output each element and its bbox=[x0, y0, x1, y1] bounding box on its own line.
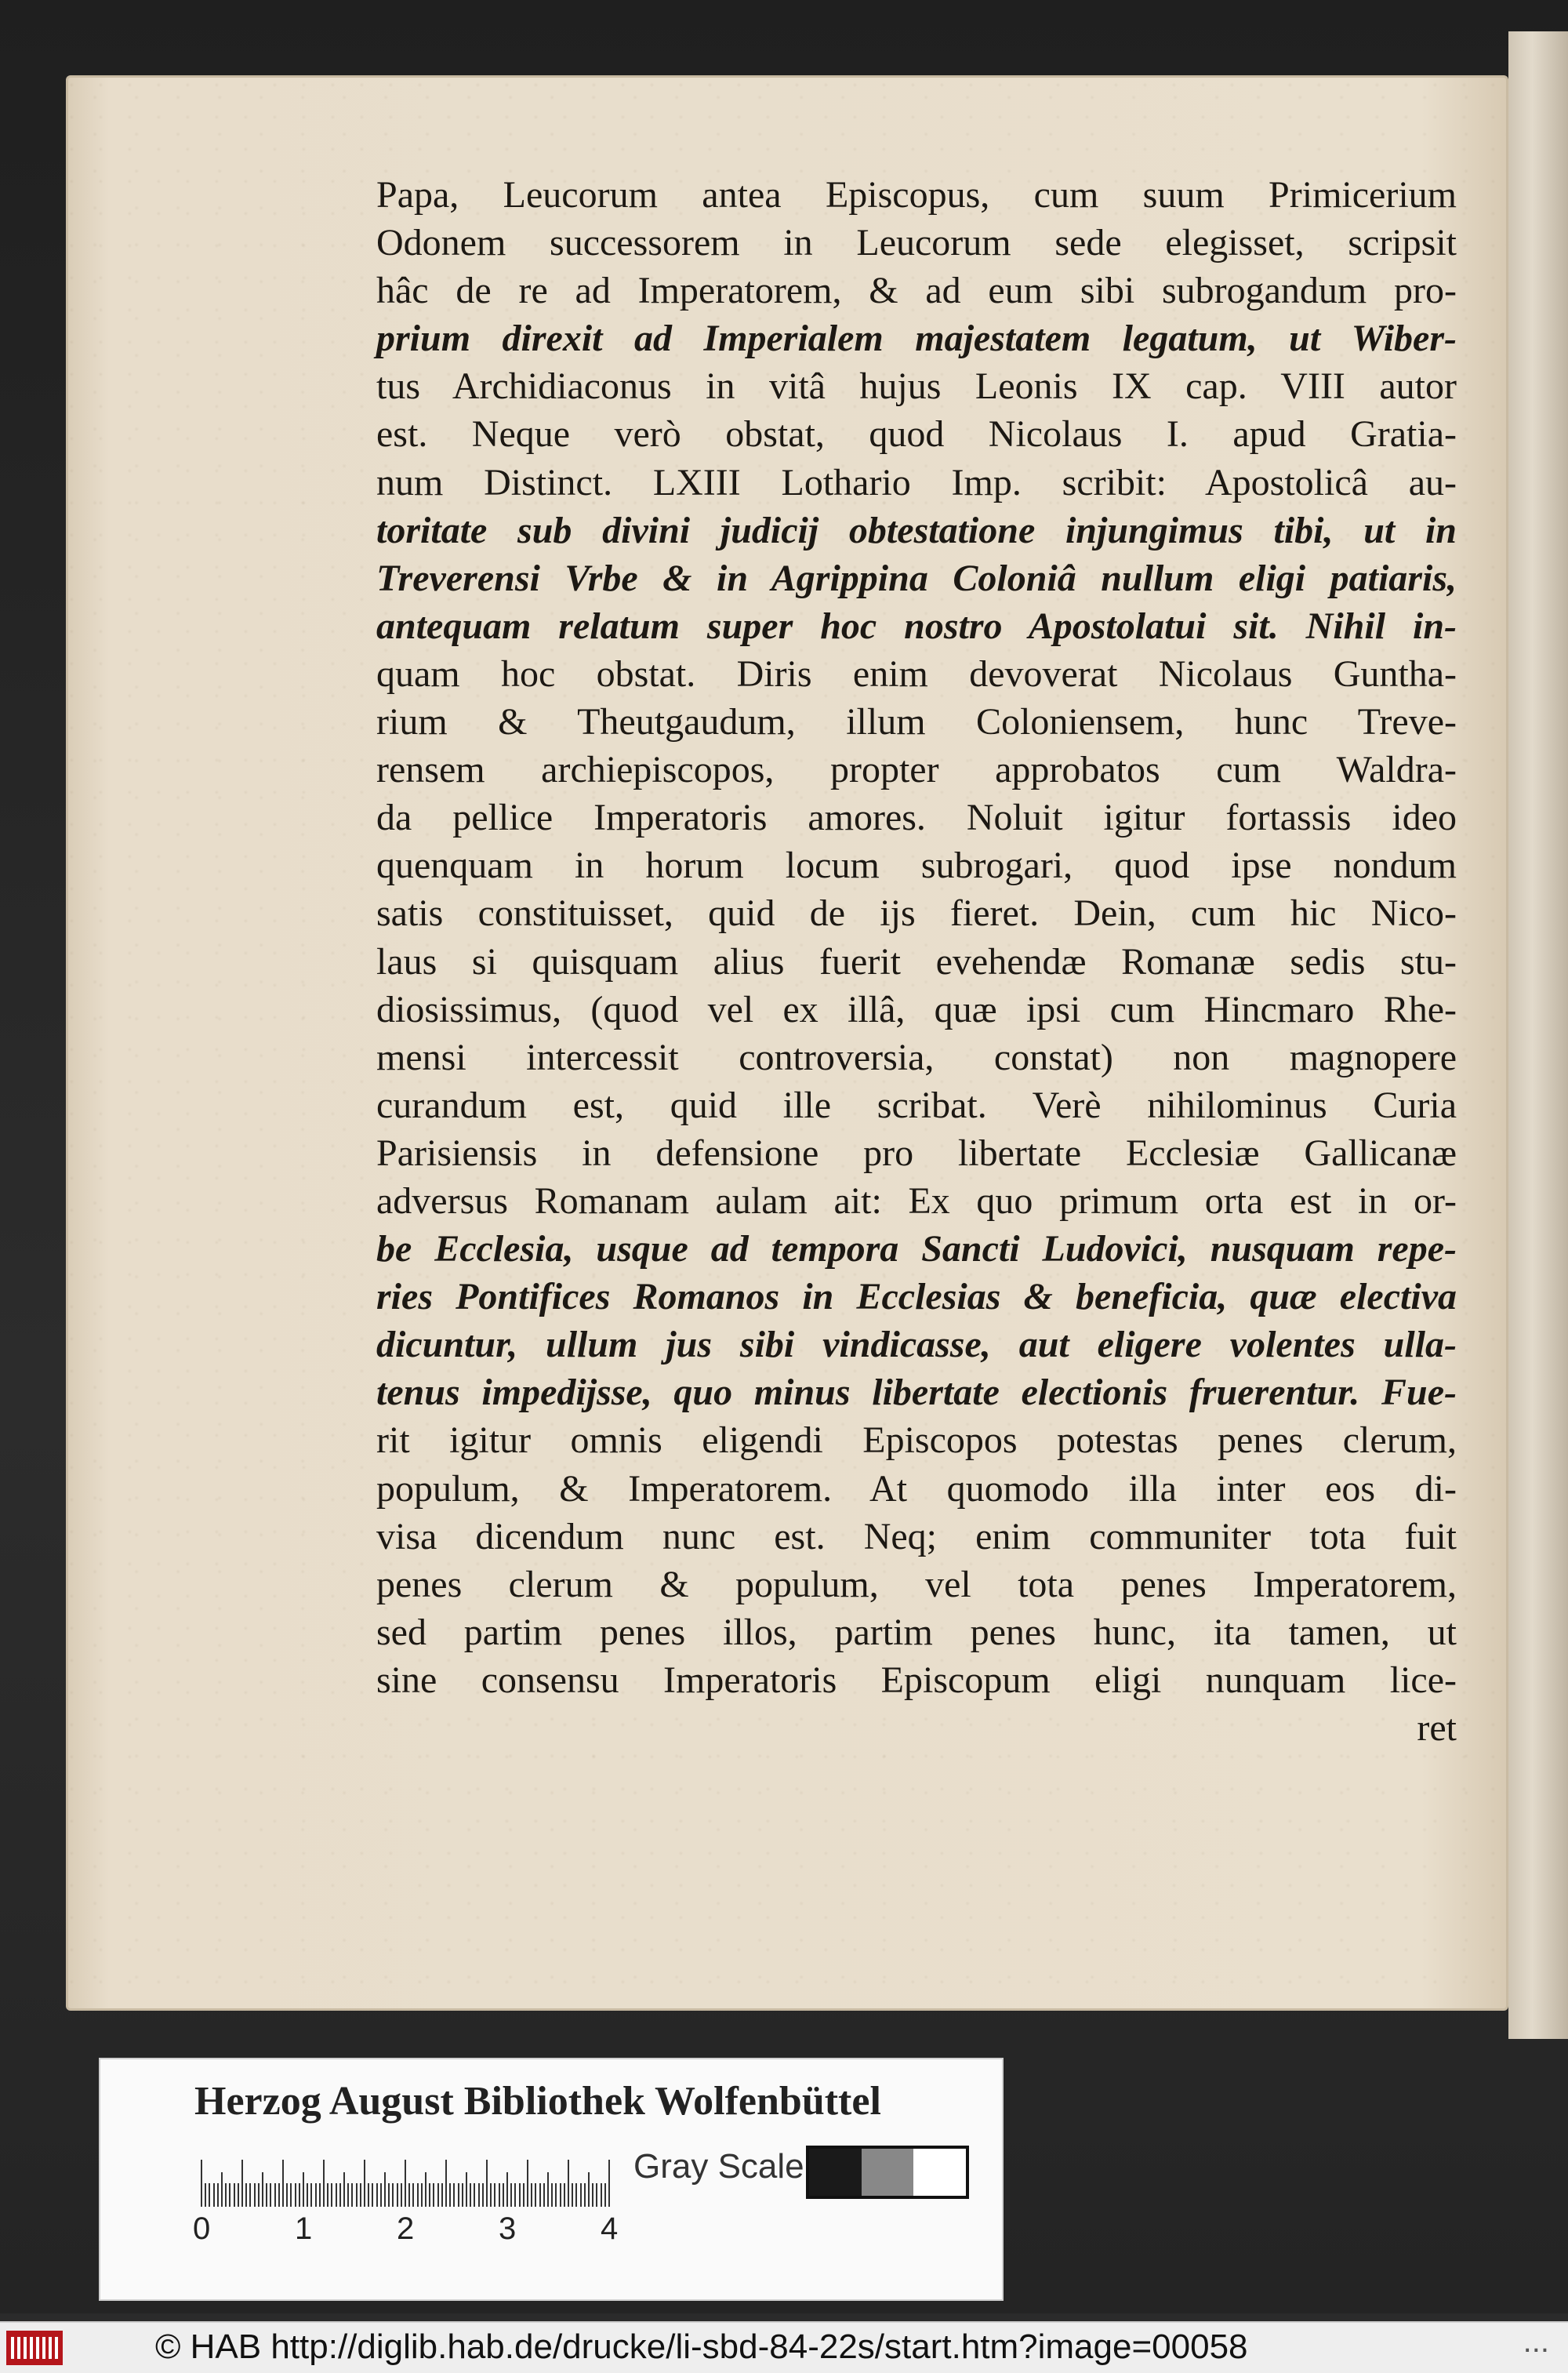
ruler-tick bbox=[388, 2183, 390, 2207]
ruler-tick bbox=[592, 2183, 593, 2207]
ruler-tick bbox=[380, 2183, 382, 2207]
ruler-tick bbox=[494, 2183, 495, 2207]
text-line: toritate sub divini judicij obtestatione injungimus tibi, ut in bbox=[376, 509, 1457, 551]
ruler-tick bbox=[412, 2183, 414, 2207]
text-line: antequam relatum super hoc nostro Apostolatui sit. Nihil in- bbox=[376, 605, 1457, 647]
ruler-tick bbox=[315, 2183, 317, 2207]
ruler-tick bbox=[209, 2183, 210, 2207]
ruler-tick bbox=[221, 2172, 223, 2207]
ruler-tick bbox=[445, 2160, 447, 2207]
text-line: be Ecclesia, usque ad tempora Sancti Ludovici, nusquam repe- bbox=[376, 1228, 1457, 1270]
ruler-tick bbox=[560, 2183, 561, 2207]
ruler-tick bbox=[234, 2183, 235, 2207]
ruler-tick bbox=[343, 2172, 345, 2207]
ruler-tick bbox=[245, 2183, 247, 2207]
ruler-tick bbox=[360, 2183, 361, 2207]
text-line: curandum est, quid ille scribat. Verè nihilominus Curia bbox=[376, 1084, 1457, 1126]
ruler-tick bbox=[339, 2183, 341, 2207]
ruler-tick bbox=[470, 2183, 471, 2207]
ruler-tick bbox=[433, 2183, 434, 2207]
text-line: da pellice Imperatoris amores. Noluit igitur fortassis ideo bbox=[376, 797, 1457, 839]
text-line: quenquam in horum locum subrogari, quod ipse nondum bbox=[376, 845, 1457, 887]
ruler-tick bbox=[601, 2183, 602, 2207]
ruler-tick bbox=[539, 2183, 541, 2207]
ruler-tick bbox=[437, 2183, 439, 2207]
ruler-tick bbox=[290, 2183, 292, 2207]
ruler-tick bbox=[368, 2183, 369, 2207]
ruler-tick bbox=[588, 2172, 590, 2207]
ruler-tick bbox=[258, 2183, 260, 2207]
more-menu-icon[interactable]: ... bbox=[1523, 2324, 1549, 2359]
catchword: ret bbox=[1417, 1707, 1457, 1749]
ruler-tick bbox=[286, 2183, 288, 2207]
ruler-tick bbox=[319, 2183, 321, 2207]
ruler-tick bbox=[205, 2183, 206, 2207]
text-line: rit igitur omnis eligendi Episcopos potestas penes clerum, bbox=[376, 1419, 1457, 1462]
ruler-tick bbox=[453, 2183, 455, 2207]
ruler-tick bbox=[596, 2183, 597, 2207]
ruler-tick bbox=[449, 2183, 451, 2207]
ruler-tick bbox=[372, 2183, 373, 2207]
ruler-tick bbox=[604, 2183, 606, 2207]
ruler-number: 3 bbox=[499, 2211, 517, 2246]
ruler-tick bbox=[510, 2183, 512, 2207]
ruler-tick bbox=[608, 2160, 610, 2207]
text-line: rium & Theutgaudum, illum Coloniensem, hunc Treve- bbox=[376, 701, 1457, 743]
ruler-tick bbox=[299, 2183, 300, 2207]
text-line: mensi intercessit controversia, constat) non magnopere bbox=[376, 1036, 1457, 1078]
ruler-tick bbox=[347, 2183, 349, 2207]
ruler-tick bbox=[331, 2183, 332, 2207]
ruler-tick bbox=[336, 2183, 337, 2207]
ruler-tick bbox=[417, 2183, 419, 2207]
ruler-tick bbox=[535, 2183, 536, 2207]
ruler-tick bbox=[584, 2183, 586, 2207]
ruler-tick bbox=[429, 2183, 430, 2207]
ruler-tick bbox=[351, 2183, 353, 2207]
ruler-tick bbox=[462, 2183, 463, 2207]
text-line: est. Neque verò obstat, quod Nicolaus I. apud Gratia- bbox=[376, 413, 1457, 456]
ruler-tick bbox=[551, 2183, 553, 2207]
ruler-tick bbox=[474, 2183, 475, 2207]
ruler-tick bbox=[564, 2183, 565, 2207]
ruler-tick bbox=[490, 2183, 492, 2207]
ruler-tick bbox=[503, 2183, 504, 2207]
ruler-tick bbox=[327, 2183, 328, 2207]
ruler-tick bbox=[523, 2183, 524, 2207]
ruler-tick bbox=[499, 2183, 500, 2207]
ruler-tick bbox=[201, 2160, 202, 2207]
page-text bbox=[376, 171, 1457, 1752]
text-line: hâc de re ad Imperatorem, & ad eum sibi subrogandum pro- bbox=[376, 270, 1457, 312]
text-line: Parisiensis in defensione pro libertate Ecclesiæ Gallicanæ bbox=[376, 1132, 1457, 1174]
ruler-tick bbox=[295, 2183, 296, 2207]
text-line: satis constituisset, quid de ijs fieret. Dein, cum hic Nico- bbox=[376, 892, 1457, 935]
ruler-tick bbox=[514, 2183, 516, 2207]
ruler-tick bbox=[282, 2160, 284, 2207]
ruler-tick bbox=[266, 2183, 267, 2207]
text-line: sine consensu Imperatoris Episcopum eligi nunquam lice- bbox=[376, 1659, 1457, 1701]
text-line: tenus impedijsse, quo minus libertate electionis fruerentur. Fue- bbox=[376, 1372, 1457, 1414]
color-calibration-card bbox=[99, 2058, 1004, 2301]
text-line: sed partim penes illos, partim penes hunc, ita tamen, ut bbox=[376, 1611, 1457, 1653]
ruler-tick bbox=[482, 2183, 484, 2207]
text-line: quam hoc obstat. Diris enim devoverat Nicolaus Guntha- bbox=[376, 652, 1457, 695]
ruler-tick bbox=[213, 2183, 215, 2207]
text-line: adversus Romanam aulam ait: Ex quo primum orta est in or- bbox=[376, 1179, 1457, 1222]
ruler-tick bbox=[254, 2183, 256, 2207]
ruler-tick bbox=[310, 2183, 312, 2207]
ruler-tick bbox=[270, 2183, 271, 2207]
ruler-tick bbox=[249, 2183, 251, 2207]
ruler-number: 0 bbox=[193, 2211, 211, 2246]
ruler-tick bbox=[580, 2183, 582, 2207]
ruler-tick bbox=[568, 2160, 569, 2207]
ruler-tick bbox=[519, 2183, 521, 2207]
ruler-tick bbox=[323, 2160, 325, 2207]
ruler-tick bbox=[506, 2172, 508, 2207]
ruler-number: 2 bbox=[397, 2211, 415, 2246]
ruler-number: 1 bbox=[295, 2211, 313, 2246]
gray-swatch-light bbox=[913, 2149, 966, 2196]
ruler-tick bbox=[405, 2160, 406, 2207]
ruler-tick bbox=[356, 2183, 358, 2207]
ruler-tick bbox=[401, 2183, 402, 2207]
ruler-tick bbox=[384, 2172, 386, 2207]
gray-scale-swatches bbox=[806, 2146, 969, 2199]
text-line: Papa, Leucorum antea Episcopus, cum suum Primicerium bbox=[376, 174, 1457, 216]
text-line: penes clerum & populum, vel tota penes Imperatorem, bbox=[376, 1563, 1457, 1605]
ruler-tick bbox=[466, 2172, 467, 2207]
text-line: Odonem successorem in Leucorum sede elegisset, scripsit bbox=[376, 222, 1457, 264]
text-line: laus si quisquam alius fuerit evehendæ Romanæ sedis stu- bbox=[376, 940, 1457, 983]
ruler-tick bbox=[274, 2183, 276, 2207]
facing-page-edge bbox=[1508, 31, 1568, 2039]
text-line: dicuntur, ullum jus sibi vindicasse, aut eligere volentes ulla- bbox=[376, 1324, 1457, 1366]
ruler-tick bbox=[478, 2183, 480, 2207]
ruler-tick bbox=[408, 2183, 410, 2207]
library-name: Herzog August Bibliothek Wolfenbüttel bbox=[194, 2079, 881, 2124]
ruler-tick bbox=[421, 2183, 423, 2207]
ruler-tick bbox=[575, 2183, 577, 2207]
copyright-link[interactable]: © HAB http://diglib.hab.de/drucke/li-sbd-84-22s/start.htm?image=00058 bbox=[155, 2328, 1248, 2366]
ruler-tick bbox=[364, 2160, 365, 2207]
ruler-tick bbox=[555, 2183, 557, 2207]
ruler-tick bbox=[307, 2183, 308, 2207]
ruler-tick bbox=[547, 2172, 549, 2207]
ruler-tick bbox=[397, 2183, 398, 2207]
ruler-tick bbox=[225, 2183, 227, 2207]
text-line: visa dicendum nunc est. Neq; enim communiter tota fuit bbox=[376, 1515, 1457, 1557]
text-line: populum, & Imperatorem. At quomodo illa inter eos di- bbox=[376, 1467, 1457, 1510]
text-line: diosissimus, (quod vel ex illâ, quæ ipsi cum Hincmaro Rhe- bbox=[376, 988, 1457, 1030]
footer-bar bbox=[0, 2321, 1568, 2373]
ruler-tick bbox=[303, 2172, 304, 2207]
ruler-tick bbox=[238, 2183, 239, 2207]
ruler-tick bbox=[531, 2183, 532, 2207]
text-line: ries Pontifices Romanos in Ecclesias & beneficia, quæ electiva bbox=[376, 1276, 1457, 1318]
ruler-tick bbox=[527, 2160, 528, 2207]
text-line: prium direxit ad Imperialem majestatem legatum, ut Wiber- bbox=[376, 318, 1457, 360]
gray-swatch-mid bbox=[862, 2149, 914, 2196]
gray-scale-label: Gray Scale bbox=[633, 2147, 804, 2186]
text-line: Treverensi Vrbe & in Agrippina Coloniâ nullum eligi patiaris, bbox=[376, 557, 1457, 599]
ruler-tick bbox=[486, 2160, 488, 2207]
ruler-tick bbox=[262, 2172, 263, 2207]
ruler-tick bbox=[572, 2183, 573, 2207]
ruler-tick bbox=[458, 2183, 459, 2207]
ruler-tick bbox=[425, 2172, 426, 2207]
ruler-number: 4 bbox=[601, 2211, 619, 2246]
ruler-tick bbox=[376, 2183, 378, 2207]
ruler-tick bbox=[278, 2183, 280, 2207]
ruler-tick bbox=[229, 2183, 230, 2207]
hab-logo-icon bbox=[6, 2331, 63, 2365]
ruler-tick bbox=[217, 2183, 219, 2207]
text-line: tus Archidiaconus in vitâ hujus Leonis IX cap. VIII autor bbox=[376, 365, 1457, 408]
ruler-tick bbox=[392, 2183, 394, 2207]
ruler-tick bbox=[441, 2183, 443, 2207]
text-line: rensem archiepiscopos, propter approbatos cum Waldra- bbox=[376, 749, 1457, 791]
ruler-tick bbox=[241, 2160, 243, 2207]
text-line: num Distinct. LXIII Lothario Imp. scribit: Apostolicâ au- bbox=[376, 461, 1457, 503]
gray-swatch-dark bbox=[809, 2149, 862, 2196]
ruler-tick bbox=[543, 2183, 545, 2207]
